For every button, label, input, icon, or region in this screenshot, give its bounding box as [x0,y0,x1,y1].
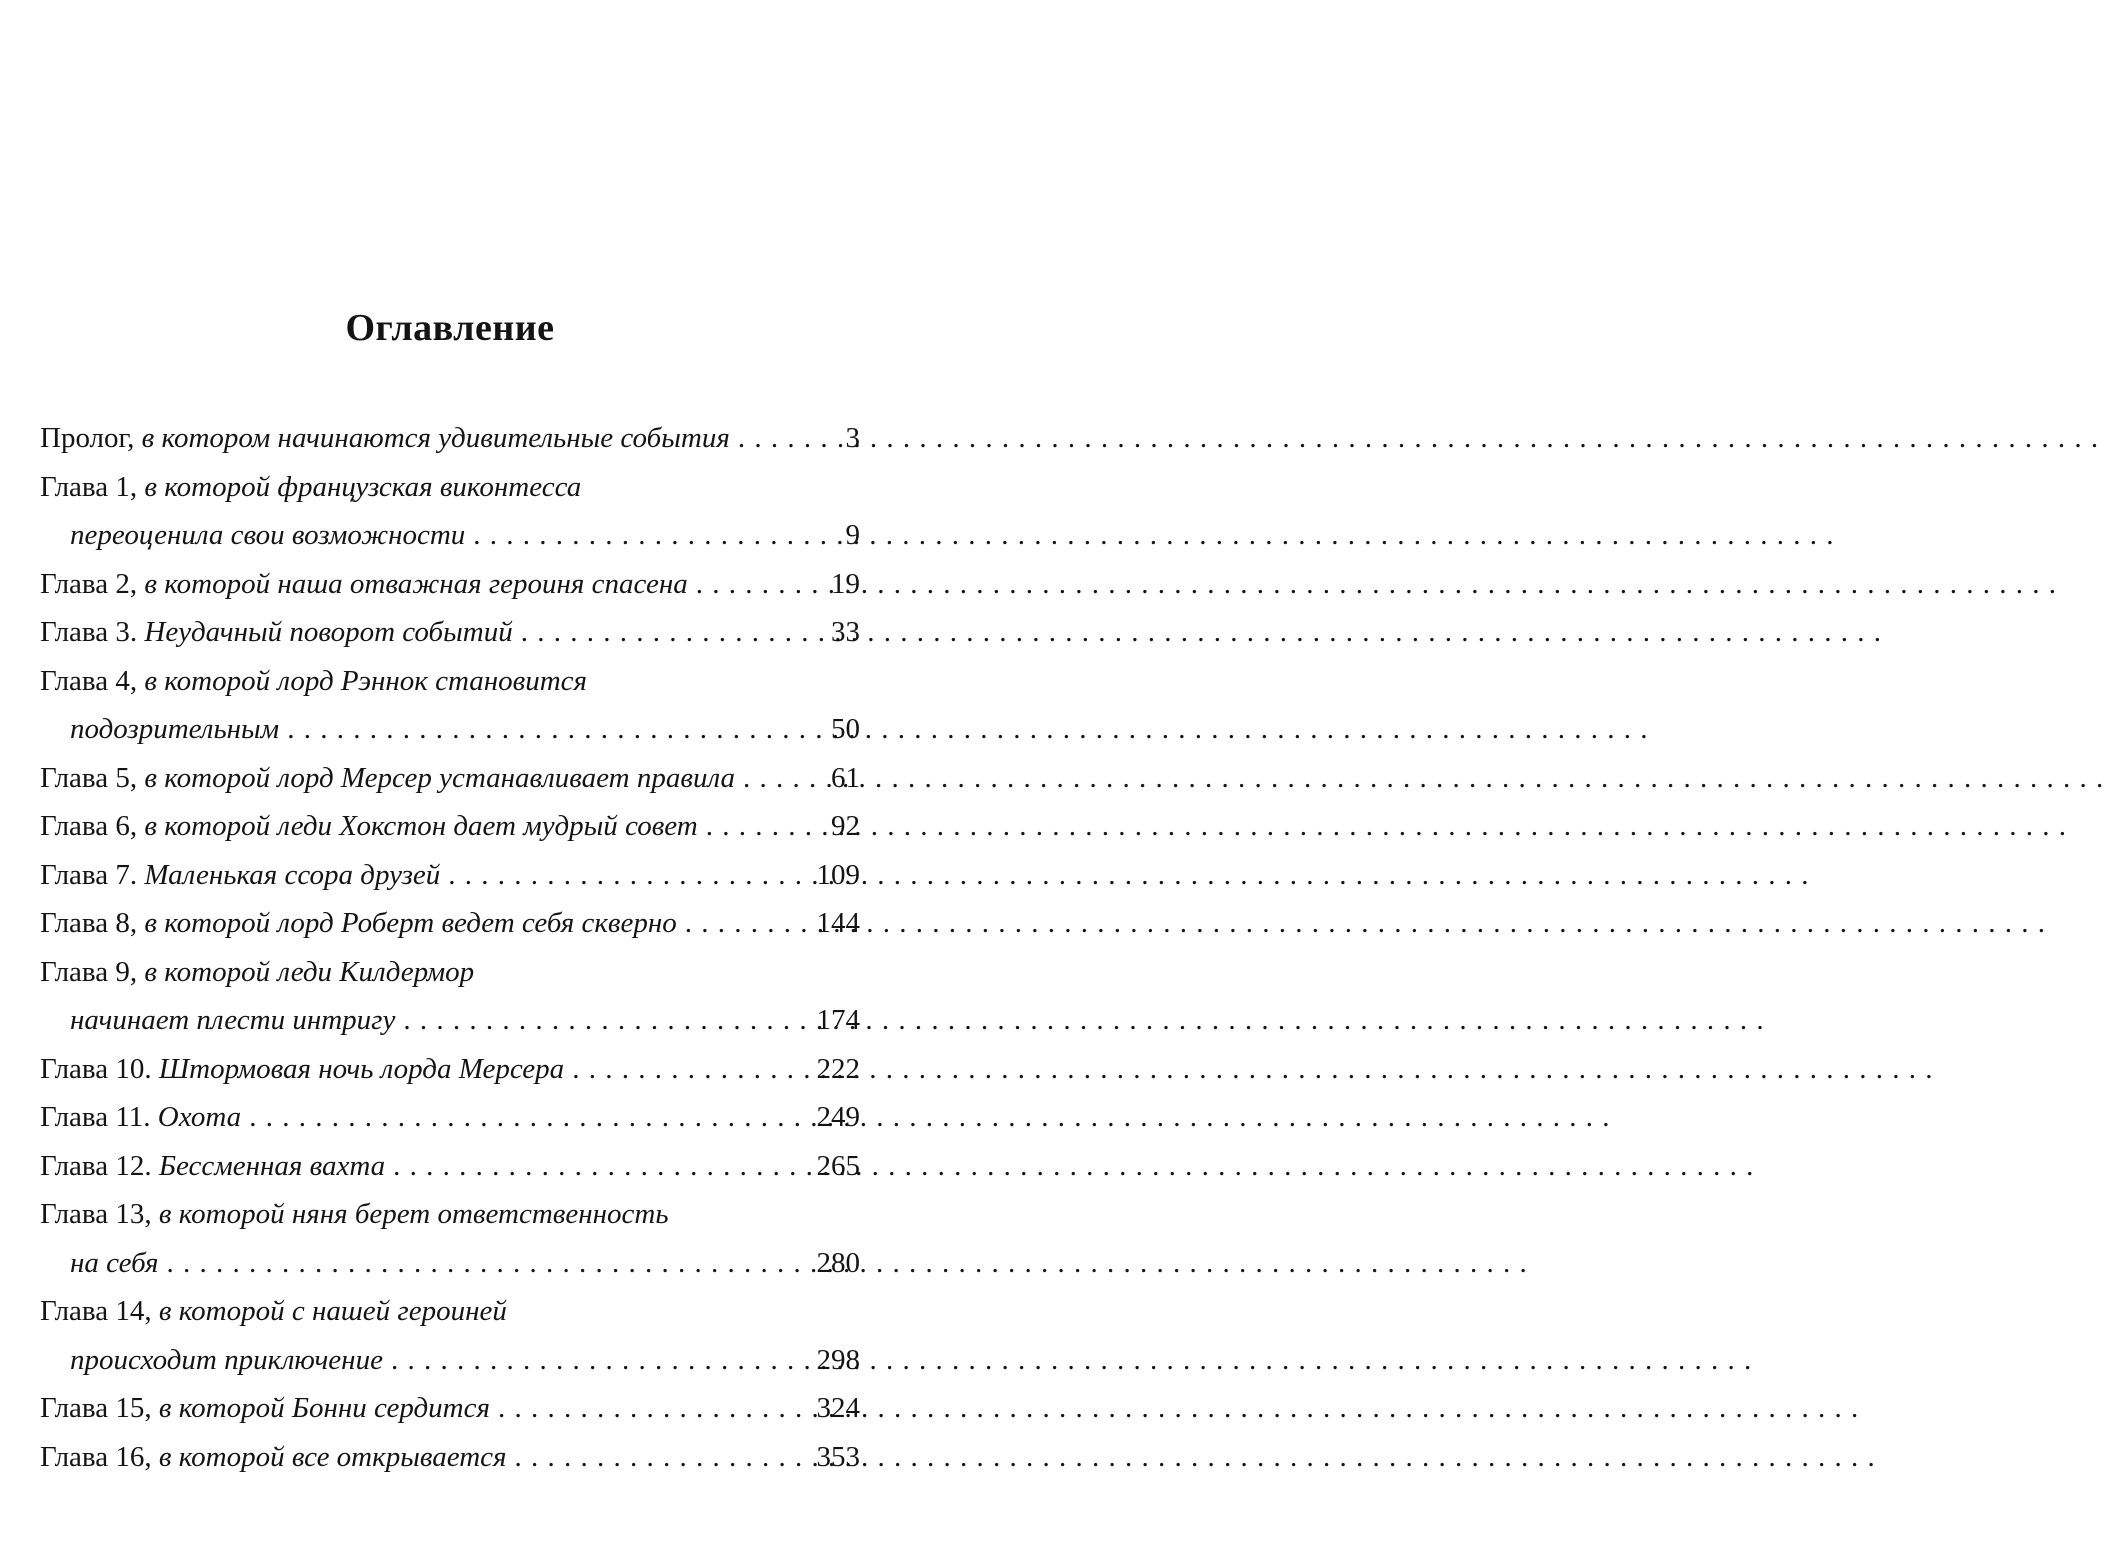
toc-chapter-number: Глава 8, [40,907,138,939]
toc-entry-continuation[interactable] [40,705,860,754]
dot-leader [696,560,823,609]
toc-entry[interactable] [40,1142,860,1191]
toc-page-number: 9 [845,519,860,551]
toc-entry-label [40,463,581,512]
toc-entry[interactable] [40,754,860,803]
toc-entry-label [40,1093,241,1142]
toc-chapter-title-continued: происходит приключение [70,1343,383,1376]
dot-leader [515,1433,809,1482]
toc-chapter-title: в которой леди Хокстон дает мудрый совет [144,810,698,842]
toc-page-number: 144 [816,907,860,939]
toc-page-number: 33 [831,616,860,648]
toc-chapter-title: в которой с нашей героиней [158,1295,507,1327]
toc-entry[interactable] [40,948,860,997]
toc-chapter-title: в которой няня берет ответственность [158,1198,669,1230]
toc-chapter-number: Пролог, [40,422,135,454]
toc-page-number: 92 [831,810,860,842]
toc-chapter-number: Глава 5, [40,761,138,794]
toc-chapter-title: Маленькая ссора друзей [144,858,441,891]
toc-chapter-number: Глава 7. [40,858,138,891]
page-title: Оглавление [345,307,555,349]
toc-entry[interactable] [40,851,860,900]
toc-entry-label [40,1045,564,1094]
toc-page-number: 353 [816,1440,860,1473]
toc-entry-label [40,1384,490,1433]
toc-page-number: 174 [816,1004,860,1036]
toc-chapter-title: в котором начинаются удивительные события [141,422,730,454]
dot-leader [706,802,823,851]
toc-chapter-title: Штормовая ночь лорда Мерсера [158,1052,565,1085]
toc-chapter-number: Глава 9, [40,955,138,988]
toc-entry-label [40,851,440,900]
toc-page-number: 19 [831,567,860,600]
dot-leader [249,1093,808,1142]
toc-entry[interactable] [40,1045,860,1094]
toc-entry[interactable] [40,1287,860,1336]
toc-chapter-number: Глава 11. [40,1101,151,1133]
toc-entry-label [40,414,730,463]
toc-chapter-number: Глава 14, [40,1295,152,1327]
toc-entry[interactable] [40,1093,860,1142]
toc-page-number: 249 [816,1101,860,1133]
toc-chapter-number: Глава 1, [40,470,138,503]
toc-entry-label [40,657,587,706]
dot-leader [403,996,808,1045]
toc-chapter-title: в которой леди Килдермор [144,955,475,988]
toc-chapter-number: Глава 15, [40,1392,152,1424]
dot-leader [393,1142,808,1191]
toc-chapter-number: Глава 6, [40,810,138,842]
toc-entry[interactable] [40,802,860,851]
toc-chapter-title-continued: переоценила свои возможности [70,519,466,551]
toc-chapter-title-continued: начинает плести интригу [70,1004,396,1036]
toc-entry[interactable] [40,1384,860,1433]
toc-page-number: 50 [831,713,860,745]
toc-chapter-title: Неудачный поворот событий [144,616,513,648]
dot-leader [498,1384,809,1433]
toc-entry[interactable] [40,899,860,948]
dot-leader [738,414,838,463]
toc-entry-continuation[interactable] [40,1239,860,1288]
toc-entry-continuation[interactable] [40,1336,860,1385]
toc-chapter-title: в которой лорд Мерсер устанавливает правила [144,761,735,794]
toc-entry-label [40,802,698,851]
toc-page-number: 109 [816,858,860,891]
toc-entry-label [40,560,688,609]
toc-entry[interactable] [40,414,860,463]
toc-chapter-title: в которой наша отважная героиня спасена [144,567,688,600]
dot-leader [572,1045,808,1094]
toc-entry-label [40,1287,507,1336]
toc-chapter-number: Глава 10. [40,1052,152,1085]
toc-entry-label [40,754,735,803]
toc-page-number: 3 [845,422,860,454]
toc-chapter-number: Глава 16, [40,1440,152,1473]
toc-entry-label [40,1142,385,1191]
toc-chapter-title: в которой лорд Рэннок становится [144,664,588,697]
dot-leader [743,754,823,803]
dot-leader [448,851,808,900]
toc-entry[interactable] [40,657,860,706]
dot-leader [521,608,823,657]
dot-leader [166,1239,808,1288]
toc-entry-label [40,1433,507,1482]
toc-page-number: 324 [816,1392,860,1424]
toc-page-number: 298 [816,1343,860,1376]
dot-leader [685,899,809,948]
toc-entry-label [40,1190,669,1239]
toc-page-number: 222 [816,1052,860,1085]
toc-chapter-title: в которой лорд Роберт ведет себя скверно [144,907,677,939]
toc-entry[interactable] [40,560,860,609]
toc-chapter-title: в которой французская виконтесса [144,470,582,503]
toc-entry-label [40,608,513,657]
toc-entry[interactable] [40,608,860,657]
toc-chapter-title: Бессменная вахта [158,1149,386,1182]
toc-entry[interactable] [40,1190,860,1239]
toc-chapter-title-continued: на себя [70,1246,159,1279]
toc-entry[interactable] [40,463,860,512]
toc-entry-continuation[interactable] [40,511,860,560]
toc-page-number: 280 [816,1246,860,1279]
toc-chapter-title-continued: подозрительным [70,713,280,745]
toc-entry-continuation[interactable] [40,996,860,1045]
toc-chapter-number: Глава 3. [40,616,138,648]
dot-leader [287,705,823,754]
toc-page-number: 265 [816,1149,860,1182]
toc-chapter-number: Глава 2, [40,567,138,600]
toc-chapter-title: Охота [157,1101,242,1133]
toc-chapter-number: Глава 12. [40,1149,152,1182]
toc-chapter-title: в которой все открывается [158,1440,507,1473]
toc-entry-label [40,948,474,997]
dot-leader [473,511,837,560]
document-page [0,0,1000,1547]
toc-entry[interactable] [40,1433,860,1482]
table-of-contents [40,414,860,1481]
toc-page-number: 61 [831,761,860,794]
toc-chapter-number: Глава 13, [40,1198,152,1230]
toc-chapter-title: в которой Бонни сердится [158,1392,490,1424]
dot-leader [391,1336,809,1385]
toc-entry-label [40,899,677,948]
toc-chapter-number: Глава 4, [40,664,138,697]
